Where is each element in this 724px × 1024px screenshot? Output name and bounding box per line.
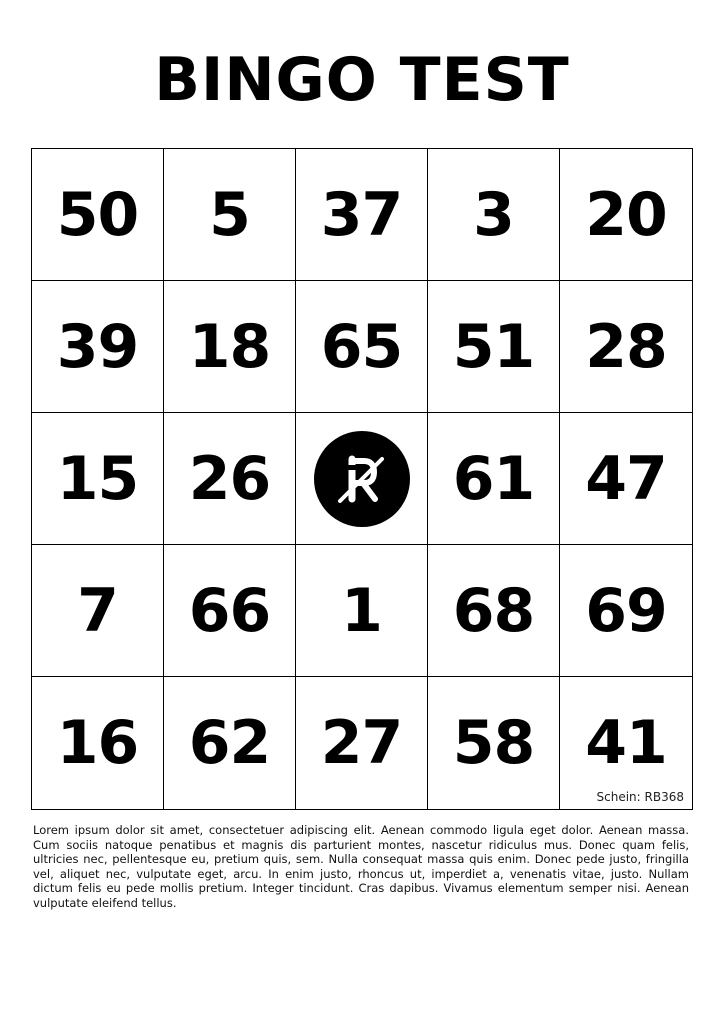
bingo-number: 27 [320, 708, 403, 778]
bingo-number: 16 [56, 708, 139, 778]
bingo-cell [164, 149, 296, 281]
bingo-number: 62 [188, 708, 271, 778]
bingo-number: 66 [188, 575, 271, 646]
bingo-cell [164, 545, 296, 677]
bingo-number: 15 [56, 443, 139, 514]
bingo-number: 26 [188, 443, 271, 514]
bingo-cell [428, 677, 560, 809]
bingo-cell [32, 677, 164, 809]
bingo-number: 5 [209, 179, 250, 250]
bingo-cell [428, 281, 560, 413]
bingo-cell [560, 545, 692, 677]
bingo-cell [296, 149, 428, 281]
bingo-cell [164, 281, 296, 413]
bingo-number: 50 [56, 179, 139, 250]
bingo-number: 41 [585, 708, 667, 778]
bingo-cell [560, 281, 692, 413]
bingo-number: 3 [473, 179, 514, 250]
bingo-number: 37 [320, 179, 403, 250]
bingo-number: 18 [188, 311, 271, 382]
bingo-number: 51 [452, 311, 535, 382]
bingo-number: 7 [77, 575, 118, 646]
bingo-number: 47 [585, 443, 667, 514]
bingo-cell [164, 677, 296, 809]
free-space-cell [296, 413, 428, 545]
bingo-cell [296, 677, 428, 809]
body-text: Lorem ipsum dolor sit amet, consectetuer adipiscing elit. Aenean commodo ligula eget dolor. Aenean massa. Cum sociis natoque penatibus et magnis dis parturient montes, nascetur ridiculus mus. Donec quam felis, ultricies nec, pellentesque eu, pretium quis, sem. Nulla consequat massa quis enim. Donec pede justo, fringilla vel, aliquet nec, vulputate eget, arcu. In enim justo, rhoncus ut, imperdiet a, venenatis vitae, justo. Nullam dictum felis eu pede mollis pretium. Integer tincidunt. Cras dapibus. Vivamus elementum semper nisi. Aenean vulputate eleifend tellus. [33, 823, 689, 910]
bingo-cell [296, 281, 428, 413]
r-logo-icon [314, 431, 410, 527]
bingo-cell [560, 149, 692, 281]
bingo-cell [32, 149, 164, 281]
bingo-number: 58 [452, 708, 535, 778]
bingo-number: 1 [341, 575, 382, 646]
bingo-cell [560, 413, 692, 545]
bingo-number: 68 [452, 575, 535, 646]
bingo-number: 39 [56, 311, 139, 382]
bingo-cell [428, 413, 560, 545]
bingo-cell [32, 281, 164, 413]
bingo-cell [164, 413, 296, 545]
bingo-cell [32, 545, 164, 677]
bingo-number: 61 [452, 443, 535, 514]
bingo-number: 69 [585, 575, 667, 646]
bingo-cell [560, 677, 692, 809]
bingo-number: 28 [585, 311, 667, 382]
page-title: BINGO TEST [154, 45, 570, 115]
bingo-grid [31, 148, 693, 810]
ticket-serial: Schein: RB368 [596, 790, 684, 804]
bingo-number: 20 [585, 179, 667, 250]
bingo-cell [428, 545, 560, 677]
bingo-cell [428, 149, 560, 281]
bingo-number: 65 [320, 311, 403, 382]
bingo-cell [32, 413, 164, 545]
bingo-cell [296, 545, 428, 677]
